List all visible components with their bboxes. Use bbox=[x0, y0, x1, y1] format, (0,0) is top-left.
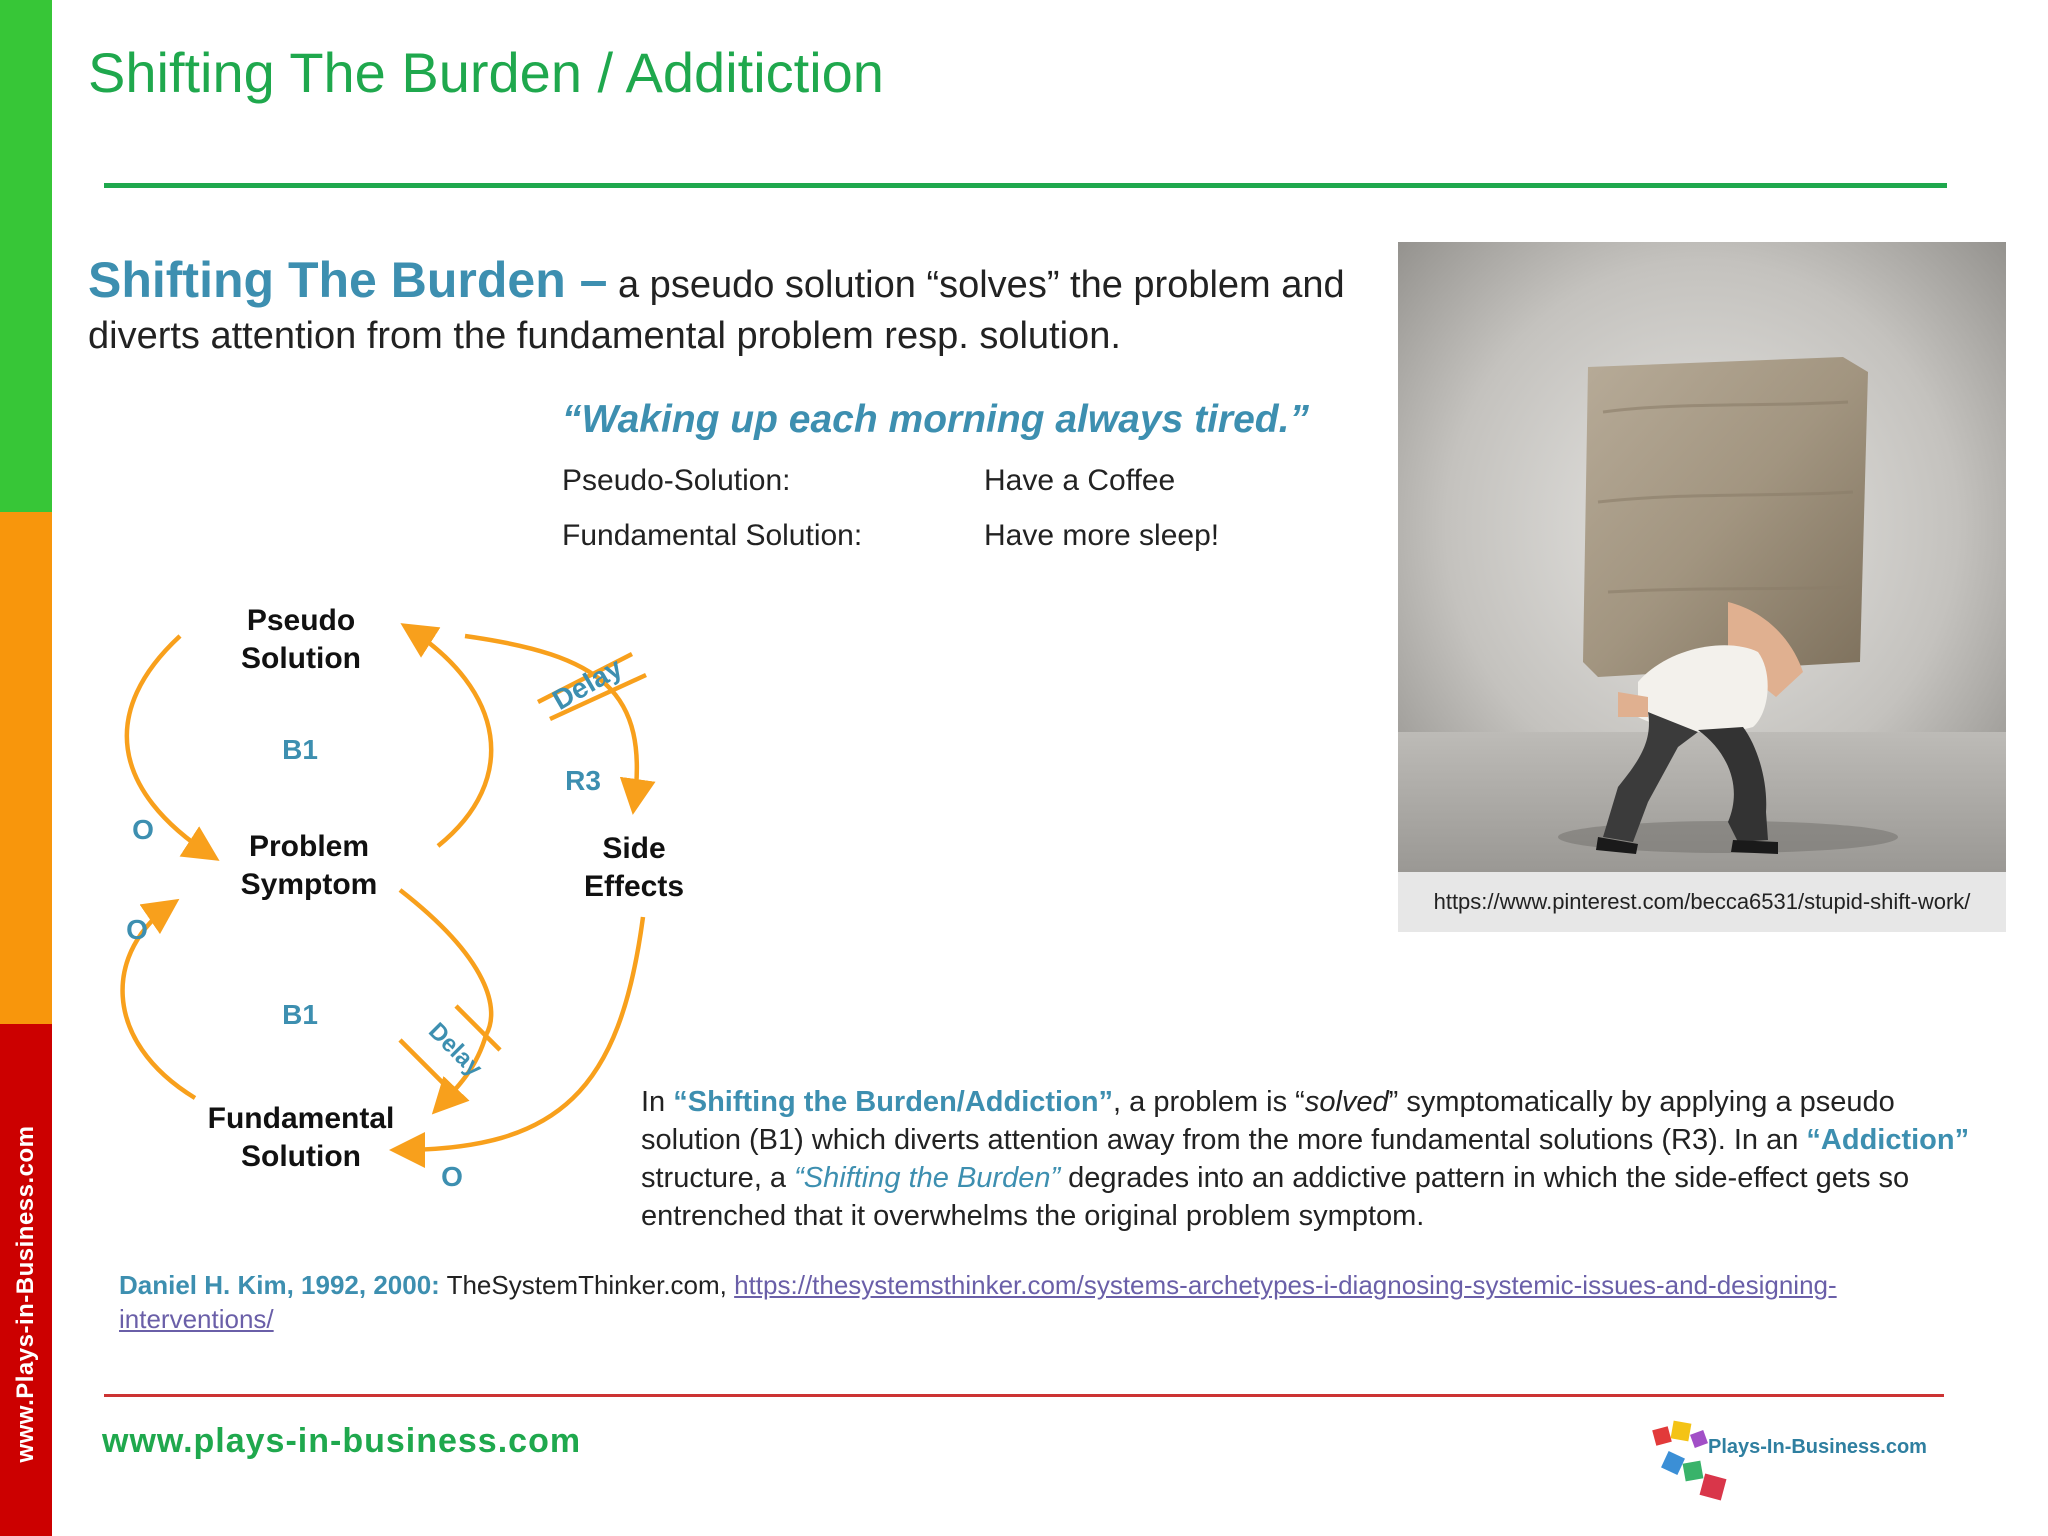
intro-definition bbox=[88, 252, 1358, 362]
node-side-line2: Effects bbox=[583, 870, 685, 903]
node-fundamental-line2: Solution bbox=[241, 1140, 361, 1173]
node-pseudo-line2: Solution bbox=[241, 642, 361, 675]
intro-lead-term: Shifting The Burden – bbox=[88, 252, 608, 308]
logo-text: Plays-In-Business.com bbox=[1708, 1436, 1927, 1458]
body-solved: solved bbox=[1304, 1086, 1389, 1118]
body-term-addiction: “Addiction” bbox=[1806, 1124, 1970, 1156]
loop-label-r3: R3 bbox=[565, 765, 601, 796]
loop-label-b1-top: B1 bbox=[282, 734, 318, 765]
explanation-paragraph bbox=[641, 1083, 1991, 1235]
body-text-4: structure, a bbox=[641, 1162, 795, 1194]
body-text-2: , a problem is “ bbox=[1113, 1086, 1305, 1118]
arrow-problem-to-pseudo bbox=[408, 628, 491, 846]
side-bar-green bbox=[0, 0, 52, 512]
node-pseudo-line1: Pseudo bbox=[246, 604, 356, 637]
logo-cubes-icon bbox=[1652, 1421, 1726, 1501]
polarity-o-3: O bbox=[441, 1161, 463, 1192]
loop-label-b1-bottom: B1 bbox=[282, 999, 318, 1030]
delay-label-top: Delay bbox=[547, 651, 628, 716]
example-label-fundamental: Fundamental Solution: bbox=[562, 519, 863, 552]
polarity-o-2: O bbox=[126, 914, 148, 945]
body-text-1: In bbox=[641, 1086, 674, 1118]
arrow-problem-to-fundamental bbox=[400, 890, 491, 1108]
citation-link[interactable]: https://thesystemsthinker.com/systems-archetypes-i-diagnosing-systemic-issues-and-designing-interventions/ bbox=[119, 1270, 1837, 1334]
causal-loop-diagram bbox=[100, 580, 720, 1200]
body-text-3: ” symptomatically by applying a pseudo solution (B1) which diverts attention away from the more fundamental solutions (R3). In an bbox=[641, 1086, 1895, 1156]
body-term-shifting-addiction: “Shifting the Burden/Addiction” bbox=[673, 1086, 1114, 1118]
citation-source: TheSystemThinker.com, bbox=[439, 1270, 735, 1300]
body-term-shifting-burden: “Shifting the Burden” bbox=[794, 1162, 1061, 1194]
side-bar-orange bbox=[0, 512, 52, 1024]
node-problem-line2: Symptom bbox=[240, 868, 378, 901]
node-problem-line1: Problem bbox=[248, 830, 370, 863]
sidebar-website-text: www.Plays-in-Business.com bbox=[12, 1125, 39, 1463]
example-value-fundamental: Have more sleep! bbox=[984, 519, 1220, 552]
side-color-bar bbox=[0, 0, 52, 1536]
node-fundamental-line1: Fundamental bbox=[207, 1102, 395, 1135]
polarity-o-1: O bbox=[132, 814, 154, 845]
citation-author: Daniel H. Kim, 1992, 2000: bbox=[119, 1270, 440, 1300]
slide-title: Shifting The Burden / Additiction bbox=[88, 41, 884, 104]
burden-photo-image bbox=[1398, 242, 2006, 872]
footer-website-url[interactable]: www.plays-in-business.com bbox=[102, 1422, 582, 1460]
photo-source-caption: https://www.pinterest.com/becca6531/stupid-shift-work/ bbox=[1398, 872, 2006, 932]
footer-divider bbox=[104, 1394, 1944, 1397]
title-divider bbox=[104, 183, 1947, 188]
burden-photo bbox=[1398, 242, 2006, 932]
body-text-5: degrades into an addictive pattern in which the side-effect gets so entrenched that it overwhelms the original problem symptom. bbox=[641, 1162, 1910, 1232]
node-side-line1: Side bbox=[602, 832, 666, 865]
example-value-pseudo: Have a Coffee bbox=[984, 464, 1176, 497]
plays-in-business-logo bbox=[1650, 1418, 1960, 1504]
example-label-pseudo: Pseudo-Solution: bbox=[562, 464, 791, 497]
intro-text: a pseudo solution “solves” the problem and diverts attention from the fundamental problem resp. solution. bbox=[88, 264, 1345, 357]
delay-label-bottom: Delay bbox=[423, 1017, 488, 1082]
example-quote: “Waking up each morning always tired.” bbox=[562, 398, 1309, 441]
citation bbox=[119, 1268, 1949, 1336]
